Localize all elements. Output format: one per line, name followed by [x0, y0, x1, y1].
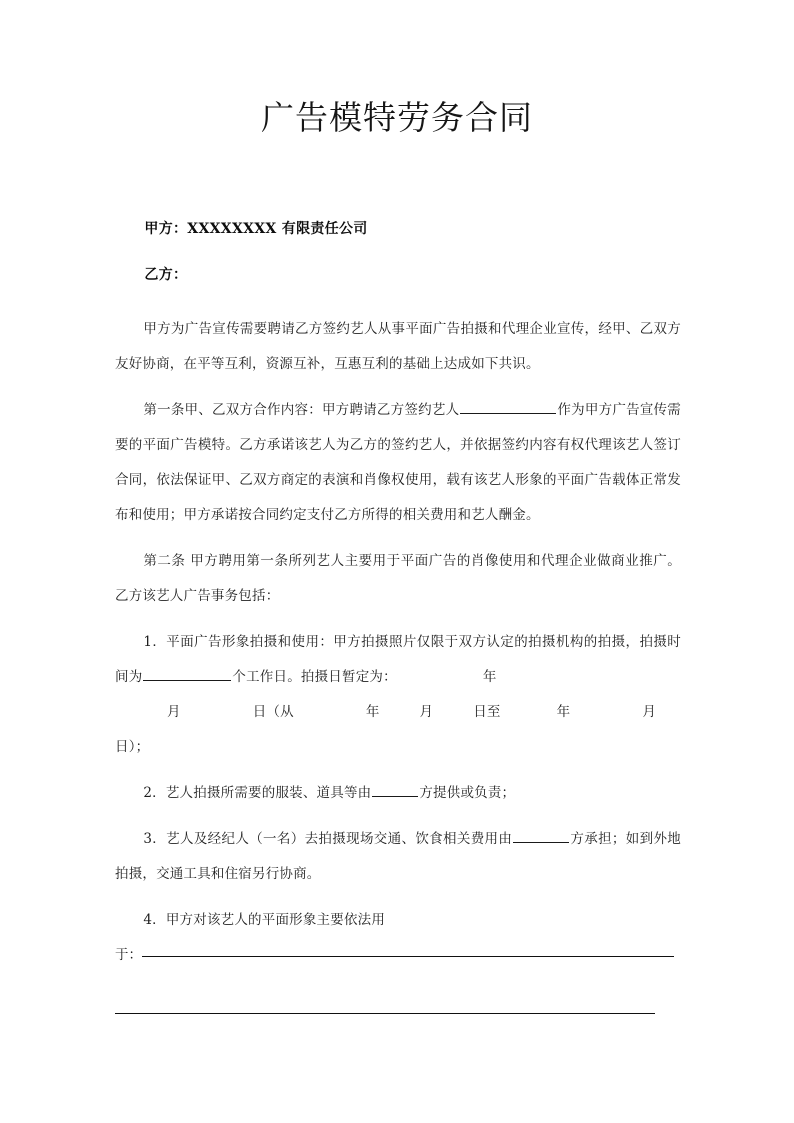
- spacer: [115, 293, 681, 312]
- item-1-number: 1．: [143, 634, 167, 650]
- item-2-text-part-2: 方提供或负责；: [419, 785, 516, 801]
- item-1-month-1: 月: [167, 704, 181, 720]
- spacer: [115, 247, 681, 258]
- item-3-number: 3．: [143, 831, 167, 847]
- spacer: [115, 892, 681, 903]
- article-2-item-1-dateline: [115, 695, 681, 730]
- item-4-text-part-1: 甲方对该艺人的平面形象主要依法用: [165, 912, 386, 928]
- item-1-text-part-1: 平面广告形象拍摄和使用：甲方拍摄照片仅限于双方认定的拍摄机构的拍摄，拍摄时间为: [115, 634, 681, 685]
- article-1-artist-name-blank[interactable]: [460, 400, 556, 414]
- item-1-workdays-blank[interactable]: [143, 667, 231, 681]
- article-2-item-1: [115, 625, 681, 695]
- article-2-item-3: [115, 822, 681, 892]
- article-2-item-1-dateline-tail: 日）；: [115, 739, 150, 755]
- item-3-text-part-2: 方承担；如到外地拍摄，交通工具和住宿另行协商。: [115, 831, 681, 882]
- item-1-year-3: 年: [556, 704, 571, 720]
- article-2-intro: 第二条 甲方聘用第一条所列艺人主要用于平面广告的肖像使用和代理企业做商业推广。乙方该艺人广告事务包括：: [115, 553, 681, 604]
- article-2-item-4: [115, 903, 681, 938]
- article-1-text-before-blank: 第一条甲、乙双方合作内容：甲方聘请乙方签约艺人: [143, 402, 460, 418]
- item-4-text-part-2: 于：: [115, 947, 142, 963]
- article-2-item-4-answer-line-2: [115, 995, 681, 1030]
- document-body: [115, 212, 681, 1030]
- item-2-text-part-1: 艺人拍摄所需要的服装、道具等由: [165, 785, 372, 801]
- item-4-usage-blank-line-2[interactable]: [115, 1013, 655, 1014]
- spacer: [115, 765, 681, 776]
- item-3-text-part-1: 艺人及经纪人（一名）去拍摄现场交通、饮食相关费用由: [166, 831, 513, 847]
- item-2-responsible-party-blank[interactable]: [372, 783, 418, 797]
- spacer: [115, 973, 681, 995]
- item-4-usage-blank-line-1[interactable]: [142, 956, 674, 957]
- item-1-text-part-2: 个工作日。拍摄日暂定为：: [232, 669, 397, 685]
- item-2-number: 2．: [143, 785, 166, 801]
- item-3-responsible-party-blank[interactable]: [513, 829, 569, 843]
- preamble-paragraph: 甲方为广告宣传需要聘请乙方签约艺人从事平面广告拍摄和代理企业宣传，经甲、乙双方友好协商，在平等互利，资源互补，互惠互利的基础上达成如下共识。: [115, 321, 681, 372]
- spacer: [115, 382, 681, 393]
- item-1-day-1: 日（从: [252, 704, 294, 720]
- item-1-month-3: 月: [642, 704, 657, 720]
- article-2-item-4-answer-line-1: [115, 938, 681, 973]
- spacer: [115, 614, 681, 625]
- party-a-line: 甲方：XXXXXXXX 有限责任公司: [144, 221, 368, 237]
- document-title: 广告模特劳务合同: [261, 98, 533, 137]
- spacer: [115, 533, 681, 544]
- item-1-year-1: 年: [482, 669, 497, 685]
- spacer: [115, 811, 681, 822]
- party-b-line: 乙方：: [144, 267, 188, 283]
- item-1-month-2: 月: [419, 704, 434, 720]
- item-1-day-2: 日至: [473, 704, 501, 720]
- item-1-year-2: 年: [365, 704, 380, 720]
- article-2-item-2: [115, 776, 681, 811]
- article-1-text-after-blank: 作为甲方广告宣传需要的平面广告模特。乙方承诺该艺人为乙方的签约艺人，并依据签约内容有权代理该艺人签订合同，依法保证甲、乙双方商定的表演和肖像权使用，载有该艺人形象的平面广告载体正常发布和使用；甲方承诺按合同约定支付乙方所得的相关费用和艺人酬金。: [115, 402, 681, 523]
- item-4-number: 4．: [143, 912, 166, 928]
- article-1-paragraph: [115, 393, 681, 533]
